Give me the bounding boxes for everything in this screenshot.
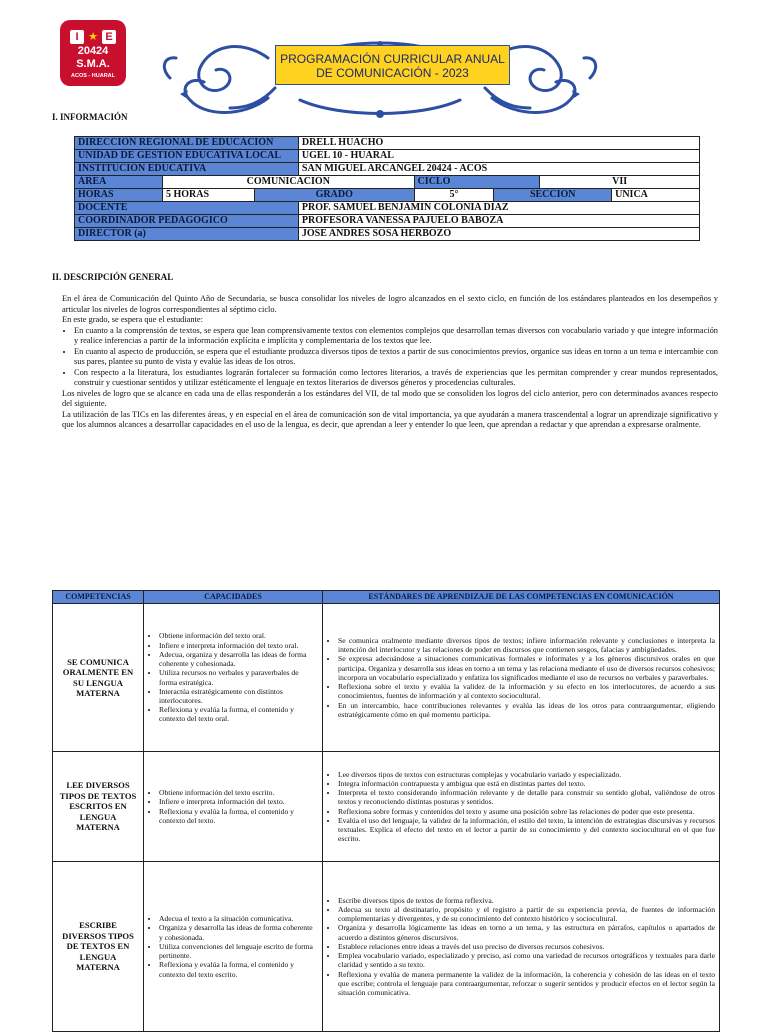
list-item: • Adecua el texto a la situación comunicativa. bbox=[159, 914, 318, 923]
estandares-cell bbox=[323, 604, 720, 752]
bullet-item: • En cuanto al aspecto de producción, se espera que el estudiante produzca diversos tipos de textos a partir de sus conocimientos previos, organice sus ideas en torno a un tema e intercambie con sus pares, plantee su punto de vista y evalúe las ideas de los otros. bbox=[74, 347, 718, 368]
list-item: • Interactúa estratégicamente con distintos interlocutores. bbox=[159, 687, 318, 705]
capacidades-cell bbox=[144, 604, 323, 752]
info-label: CICLO bbox=[414, 176, 540, 189]
capacidades-cell bbox=[144, 752, 323, 862]
list-item: • Se expresa adecuándose a situaciones comunicativas formales e informales y a los géneros discursivos orales en que participa. Organiza y desarrolla sus ideas en torno a un tema y las relaciona mediante el uso de diversos recursos cohesivos; incorpora un vocabulario especializado y enfatiza los significados mediante el uso de recursos no verbales y paraverbales. bbox=[338, 654, 715, 682]
description-body bbox=[62, 294, 718, 431]
info-value: COMUNICACIÓN bbox=[162, 176, 414, 189]
info-value: PROFESORA VANESSA PAJUELO BABOZA bbox=[298, 215, 699, 228]
list-item: • Utiliza convenciones del lenguaje escrito de forma pertinente. bbox=[159, 942, 318, 960]
estandares-cell bbox=[323, 862, 720, 1032]
info-table bbox=[74, 136, 700, 241]
description-bullets bbox=[62, 326, 718, 389]
list-item: • En un intercambio, hace contribuciones relevantes y evalúa las ideas de los otros para contraargumentar, eligiendo estratégicamente cómo en qué momento participa. bbox=[338, 701, 715, 719]
info-value: ÚNICA bbox=[612, 189, 700, 202]
list-item: • Adecua, organiza y desarrolla las ideas de forma coherente y cohesionada. bbox=[159, 650, 318, 668]
table-row bbox=[53, 604, 720, 752]
estandares-cell bbox=[323, 752, 720, 862]
competencias-table bbox=[52, 590, 720, 1032]
list-item: • Lee diversos tipos de textos con estructuras complejas y vocabulario variado y especializado. bbox=[338, 770, 715, 779]
list-item: • Utiliza recursos no verbales y paraverbales de forma estratégica. bbox=[159, 668, 318, 686]
paragraph: En el área de Comunicación del Quinto Año de Secundaria, se busca consolidar los niveles de logro alcanzados en el sexto ciclo, en función de los estándares planteados en los desempeños y articular los niveles de logros correspondientes al séptimo ciclo. bbox=[62, 294, 718, 314]
list-item: • Infiere e interpreta información del texto. bbox=[159, 797, 318, 806]
info-value: DRELL HUACHO bbox=[298, 137, 699, 150]
logo-letter-e: E bbox=[102, 30, 116, 44]
info-value: JOSE ANDRES SOSA HERBOZO bbox=[298, 228, 699, 241]
list-item: • Reflexiona y evalúa la forma, el contenido y contexto del texto oral. bbox=[159, 705, 318, 723]
list-item: • Organiza y desarrolla las ideas de forma coherente y cohesionada. bbox=[159, 923, 318, 941]
competencia-name: SE COMUNICA ORALMENTE EN SU LENGUA MATERNA bbox=[53, 604, 144, 752]
info-label: INSTITUCIÓN EDUCATIVA bbox=[75, 163, 299, 176]
info-label: GRADO bbox=[254, 189, 414, 202]
list-item: • Adecua su texto al destinatario, propósito y el registro a partir de su experiencia previa, de fuentes de información complementarias y divergentes, y de su conocimiento del contexto histórico y sociocultural. bbox=[338, 905, 715, 923]
paragraph: La utilización de las TICs en las diferentes áreas, y en especial en el área de comunicación son de vital importancia, ya que ayudarán a manera trascendental a lograr un aprendizaje significativo y que los alumnos alcances a desarrollar capacidades en el uso de la lengua, es decir, que aprendan a leer y entender lo que leen, que aprendan a redactar y que aprendan a expresarse oralmente. bbox=[62, 409, 718, 429]
list-item: • Infiere e interpreta información del texto oral. bbox=[159, 641, 318, 650]
capacidades-cell bbox=[144, 862, 323, 1032]
star-icon: ★ bbox=[88, 31, 98, 43]
info-value: 5 HORAS bbox=[162, 189, 254, 202]
info-label: COORDINADOR PEDAGÓGICO bbox=[75, 215, 299, 228]
info-label: DIRECCIÓN REGIONAL DE EDUCACIÓN bbox=[75, 137, 299, 150]
list-item: • Reflexiona y evalúa la forma, el contenido y contexto del texto escrito. bbox=[159, 960, 318, 978]
competencia-name: LEE DIVERSOS TIPOS DE TEXTOS ESCRITOS EN LENGUA MATERNA bbox=[53, 752, 144, 862]
bullet-item: • En cuanto a la comprensión de textos, se espera que lean comprensivamente textos con elementos complejos que desarrollan temas diversos con vocabulario variado y que integre información y realice inferencias a partir de la información explícita e implícita y complementaria de los textos que lee. bbox=[74, 326, 718, 347]
column-header: COMPETENCIAS bbox=[53, 591, 144, 604]
info-label: DOCENTE bbox=[75, 202, 299, 215]
list-item: • Evalúa el uso del lenguaje, la validez de la información, el estilo del texto, la intención de estrategias discursivas y recursos textuales. Explica el efecto del texto en el lector a partir de su conocimiento y del contexto sociocultural en el que fue escrito. bbox=[338, 816, 715, 844]
list-item: • Escribe diversos tipos de textos de forma reflexiva. bbox=[338, 896, 715, 905]
bullet-item: • Con respecto a la literatura, los estudiantes lograrán fortalecer su formación como lectores literarios, a través de experiencias que les permitan comprender y crear mundos representados, construir y cuestionar sentidos y utilizar estéticamente el lenguaje en textos literarios de diversos géneros y procedencias culturales. bbox=[74, 368, 718, 389]
page-subtitle: DE COMUNICACIÓN - 2023 bbox=[316, 66, 469, 80]
info-label: DIRECTOR (a) bbox=[75, 228, 299, 241]
list-item: • Integra información contrapuesta y ambigua que está en distintas partes del texto. bbox=[338, 779, 715, 788]
logo-letter-i: I bbox=[70, 30, 84, 44]
list-item: • Se comunica oralmente mediante diversos tipos de textos; infiere información relevante y conclusiones e interpreta la intención del interlocutor y las relaciones de poder en discursos que contienen sesgos, falacias y ambigüedades. bbox=[338, 636, 715, 654]
list-item: • Reflexiona y evalúa la forma, el contenido y contexto del texto. bbox=[159, 807, 318, 825]
list-item: • Interpreta el texto considerando información relevante y de detalle para construir su sentido global, valiéndose de otros textos y reconociendo distintas posturas y sentidos. bbox=[338, 788, 715, 806]
info-value: SAN MIGUEL ARCANGEL 20424 - ACOS bbox=[298, 163, 699, 176]
competencia-name: ESCRIBE DIVERSOS TIPOS DE TEXTOS EN LENGUA MATERNA bbox=[53, 862, 144, 1032]
table-row bbox=[53, 862, 720, 1032]
logo-acronym: S.M.A. bbox=[76, 58, 110, 70]
list-item: • Obtiene información del texto escrito. bbox=[159, 788, 318, 797]
info-label: SECCIÓN bbox=[494, 189, 612, 202]
info-label: UNIDAD DE GESTIÓN EDUCATIVA LOCAL bbox=[75, 150, 299, 163]
title-banner bbox=[275, 45, 510, 85]
section-informacion-title: I. INFORMACIÓN bbox=[52, 112, 128, 122]
info-value: VII bbox=[540, 176, 700, 189]
info-label: HORAS bbox=[75, 189, 163, 202]
paragraph: En este grado, se espera que el estudiante: bbox=[62, 315, 203, 324]
list-item: • Emplea vocabulario variado, especializado y preciso, así como una variedad de recursos ortográficos y textuales para darle claridad y sentido a su texto. bbox=[338, 951, 715, 969]
info-value: 5° bbox=[414, 189, 494, 202]
page-title: PROGRAMACIÓN CURRICULAR ANUAL bbox=[280, 52, 505, 66]
column-header: CAPACIDADES bbox=[144, 591, 323, 604]
logo-code: 20424 bbox=[77, 45, 109, 57]
info-label: ÁREA bbox=[75, 176, 163, 189]
info-value: UGEL 10 - HUARAL bbox=[298, 150, 699, 163]
logo-place: ACOS - HUARAL bbox=[71, 73, 115, 79]
section-descripcion-title: II. DESCRIPCIÓN GENERAL bbox=[52, 272, 174, 282]
school-logo bbox=[60, 20, 126, 86]
info-value: PROF. SAMUEL BENJAMIN COLONIA DIAZ bbox=[298, 202, 699, 215]
column-header: ESTÁNDARES DE APRENDIZAJE DE LAS COMPETENCIAS EN COMUNICACIÓN bbox=[323, 591, 720, 604]
list-item: • Reflexiona sobre el texto y evalúa la validez de la información y su efecto en los interlocutores, de acuerdo a sus conocimientos, fuentes de información y al contexto sociocultural. bbox=[338, 682, 715, 700]
list-item: • Reflexiona y evalúa de manera permanente la validez de la información, la coherencia y cohesión de las ideas en el texto que escribe; controla el lenguaje para contraargumentar, reforzar o sugerir sentidos y producir efectos en el lector según la situación comunicativa. bbox=[338, 970, 715, 998]
paragraph: Los niveles de logro que se alcance en cada una de ellas responderán a los estándares del VII, de tal modo que se consoliden los logros del ciclo anterior, pero con determinados avances respecto del siguiente. bbox=[62, 388, 718, 408]
list-item: • Establece relaciones entre ideas a través del uso preciso de diversos recursos cohesivos. bbox=[338, 942, 715, 951]
list-item: • Reflexiona sobre formas y contenidos del texto y asume una posición sobre las relaciones de poder que este presenta. bbox=[338, 807, 715, 816]
list-item: • Obtiene información del texto oral. bbox=[159, 631, 318, 640]
table-row bbox=[53, 752, 720, 862]
list-item: • Organiza y desarrolla lógicamente las ideas en torno a un tema, y las estructura en párrafos, capítulos o apartados de acuerdo a distintos géneros discursivos. bbox=[338, 923, 715, 941]
